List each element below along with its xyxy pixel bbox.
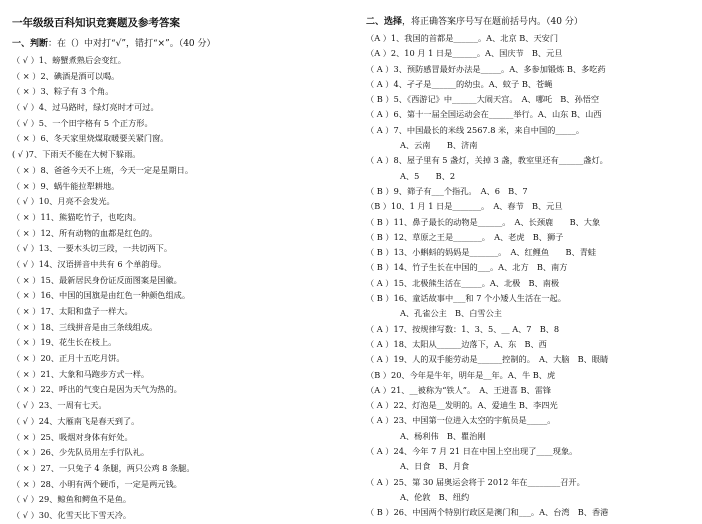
judgment-item: （ × ）11、熊猫吃竹子，也吃肉。 <box>12 211 141 222</box>
choice-question: （ A ）22、灯泡是__发明的。A、爱迪生 B、李四光 <box>366 400 558 411</box>
judgment-item: （ × ）25、吸烟对身体有好处。 <box>12 431 133 442</box>
choice-question: （ A ）19、人的双手能劳动是______控制的。 A、大脑 B、眼睛 <box>366 354 609 365</box>
choice-question: （ B ）16、童话故事中___和 7 个小矮人生活在一起。 <box>366 293 566 304</box>
choice-question: （ B ）12、草原之王是_______。 A、老虎 B、狮子 <box>366 231 564 242</box>
choice-question: （ A ）17、按规律写数：1、3、5、__ A、7 B、8 <box>366 323 560 334</box>
choice-question: （ B ）11、鼻子最长的动物是______。 A、长颈鹿 B、大象 <box>366 216 601 227</box>
choice-question: （ B ）14、竹子生长在中国的___。A、北方 B、南方 <box>366 262 568 273</box>
choice-question: （ A ）15、北极熊生活在_____。A、北极 B、南极 <box>366 277 560 288</box>
judgment-item: （ √ ）1、螃蟹煮熟后会变红。 <box>12 55 126 65</box>
judgment-list <box>12 53 350 524</box>
judgment-item: （ √ ）13、一要木头切三段，一共切两下。 <box>12 243 173 254</box>
judgment-item: （ √ ）5、一个田字格有 5 个正方形。 <box>12 117 153 128</box>
judgment-item: （ × ）6、冬天家里烧煤取暖要关紧门窗。 <box>12 133 169 144</box>
judgment-item: （ × ）3、粽子有 3 个角。 <box>12 86 114 97</box>
judgment-item: （ √ ）24、大雁南飞是春天到了。 <box>12 415 140 426</box>
choice-list <box>366 31 698 521</box>
choice-question: （A ）1、我国的首都是______。A、北京 B、天安门 <box>366 33 559 43</box>
choice-question: （ A ）23、中国第一位进入太空的宇航员是_____。 <box>366 415 556 426</box>
choice-options: A、孔雀公主 B、白雪公主 <box>400 308 502 319</box>
section2-instruction: ，将正确答案序号写在题前括号内。（40 分） <box>402 17 583 27</box>
section2-heading: 二、选择 <box>366 17 403 27</box>
section1-heading: 一、判断 <box>12 39 49 49</box>
choice-question: （ B ）9、筛子有___个指孔。 A、6 B、7 <box>366 185 528 196</box>
section1-instruction: ：在（）中对打“√”，错打“×”。（40 分） <box>48 39 216 49</box>
choice-question: （B ）20、今年是牛年，明年是__年。A、牛 B、虎 <box>366 369 556 380</box>
judgment-item: （ √ ）10、月亮不会发光。 <box>12 196 115 207</box>
judgment-item: （ × ）22、呼出的气变白是因为天气为热的。 <box>12 384 182 395</box>
judgment-item: （ × ）8、爸爸今天不上班，今天一定是星期日。 <box>12 164 194 175</box>
page-title: 一年级级百科知识竞赛题及参考答案 <box>12 17 180 29</box>
choice-question: （ A ）18、太阳从______边落下，A、东 B、西 <box>366 338 547 349</box>
judgment-item: （ √ ）30、化雪天比下雪天冷。 <box>12 509 132 520</box>
choice-question: （ A ）24、今年 7 月 21 日在中国上空出现了____现象。 <box>366 446 578 457</box>
choice-options: A、日食 B、月食 <box>400 461 470 472</box>
choice-question: （ A ）25、第 30 届奥运会将于 2012 年在________召开。 <box>366 476 585 487</box>
choice-question: （ B ）5、《西游记》中______大闹天宫。 A、哪吒 B、孙悟空 <box>366 94 600 105</box>
judgment-item: （ √ ）14、汉语拼音中共有 6 个单韵母。 <box>12 258 167 269</box>
judgment-item: （ × ）16、中国的国旗是由红色一种颜色组成。 <box>12 290 191 301</box>
judgment-item: ( √ )7、下雨天不能在大树下躲雨。 <box>12 149 141 160</box>
judgment-item: （ × ）9、蜗牛能拉犁耕地。 <box>12 180 120 191</box>
right-column <box>366 16 698 521</box>
choice-question: （ B ）13、小蝌蚪的妈妈是_______。 A、红鲤鱼 B、青蛙 <box>366 247 597 258</box>
judgment-item: （ √ ）29、鲸鱼和鳄鱼不是鱼。 <box>12 494 132 505</box>
choice-question: （ A ）6、第十一届全国运动会在______举行。A、山东 B、山西 <box>366 109 602 120</box>
choice-question: （B ）10、1 月 1 日是_______。 A、春节 B、元旦 <box>366 201 563 212</box>
judgment-item: （ × ）21、大象和马跑步方式一样。 <box>12 368 150 379</box>
judgment-item: （ √ ）23、一周有七天。 <box>12 400 107 411</box>
judgment-item: （ √ ）4、过马路时，绿灯亮时才可过。 <box>12 102 159 113</box>
judgment-item: （ × ）17、太阳和盘子一样大。 <box>12 306 133 316</box>
judgment-item: （ × ）20、正月十五吃月饼。 <box>12 353 125 364</box>
judgment-item: （ × ）2、碘酒是酒可以喝。 <box>12 70 120 81</box>
choice-question: （A ）21、__被称为“铁人”。 A、王进喜 B、雷锋 <box>366 384 552 395</box>
choice-options: A、伦敦 B、纽约 <box>400 491 470 502</box>
choice-options: A、5 B、2 <box>400 170 456 181</box>
choice-question: （ A ）7、中国最长的米线 2567.8 米，来自中国的_____。 <box>366 124 585 135</box>
choice-question: （ A ）3、预防感冒最好办法是_____。A、多参加锻炼 B、多吃药 <box>366 63 606 74</box>
judgment-item: （ × ）18、三线拼音是由三条线组成。 <box>12 321 158 332</box>
section1-header <box>12 38 350 53</box>
choice-question: （ A ）4、孑孑是______的幼虫。A、蚊子 B、苍蝇 <box>366 78 553 89</box>
judgment-item: （ × ）28、小明有两个硬币，一定是两元钱。 <box>12 478 182 489</box>
choice-options: A、杨利伟 B、瞿治刚 <box>400 430 486 441</box>
choice-question: （ B ）26、中国两个特别行政区是澳门和___。A、台湾 B、香港 <box>366 507 609 518</box>
judgment-item: （ × ）15、最新居民身份证反面图案是国徽。 <box>12 274 182 285</box>
judgment-item: （ × ）26、少先队员用左手行队礼。 <box>12 447 150 458</box>
left-column <box>12 16 350 524</box>
judgment-item: （ × ）12、所有动物的血都是红色的。 <box>12 227 158 238</box>
judgment-item: （ × ）27、一只兔子 4 条腿，两只公鸡 8 条腿。 <box>12 462 195 473</box>
choice-options: A、云南 B、济南 <box>400 140 478 151</box>
choice-question: （ A ）8、屋子里有 5 盏灯，关掉 3 盏，教室里还有______盏灯。 <box>366 155 608 166</box>
choice-question: （A ）2、10 月 1 日是______。A、国庆节 B、元旦 <box>366 48 563 59</box>
section2-header <box>366 16 698 31</box>
judgment-item: （ × ）19、花生长在枝上。 <box>12 337 117 348</box>
